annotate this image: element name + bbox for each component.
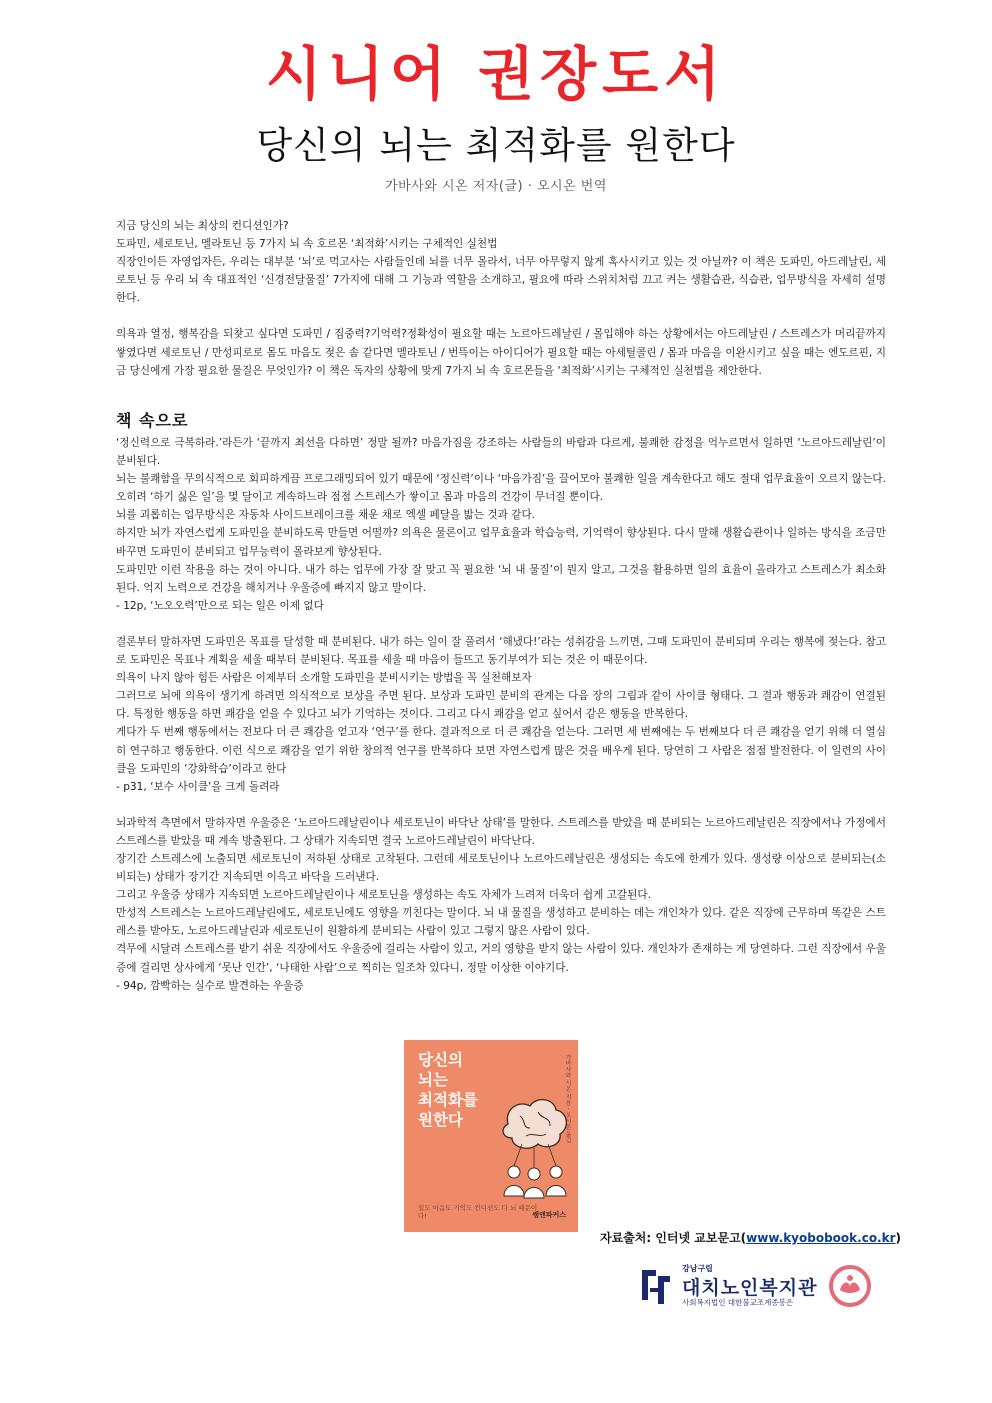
logo-subtext: 사회복지법인 대한불교조계종봉은: [682, 1298, 794, 1307]
paragraph: 뇌를 괴롭히는 업무방식은 자동차 사이드브레이크를 채운 채로 엑셀 페달을 밟는 것과 같다.: [116, 509, 536, 522]
source-credit: 자료출처: 인터넷 교보문고(www.kyobobook.co.kr): [600, 1231, 902, 1245]
excerpt-section: [116, 410, 886, 995]
book-cover-image: [404, 1040, 578, 1232]
paragraph: 의욕이 나지 않아 힘든 사람은 이제부터 소개할 도파민을 분비시키는 방법을 꼭 실천해보자: [116, 672, 532, 685]
paragraph: 결론부터 말하자면 도파민은 목표를 달성할 때 분비된다. 내가 하는 일이 잘 풀려서 ‘해냈다!’라는 성취감을 느끼면, 그때 도파민이 분비되며 우리는 행복에 젖는다. 참고로 도파민은 목표나 계획을 세울 때부터 분비된다. 목표를 세울 때 마음이 들뜨고 동기부여가 되는 것은 이 때문이다.: [116, 635, 886, 667]
book-title: 당신의 뇌는 최적화를 원한다: [256, 124, 736, 167]
paragraph: 도파민, 세로토닌, 멜라토닌 등 7가지 뇌 속 호르몬 ‘최적화’시키는 구체적인 실천법: [116, 238, 498, 251]
paragraph: 격무에 시달려 스트레스를 받기 쉬운 직장에서도 우울증에 걸리는 사람이 있고, 거의 영향을 받지 않는 사람이 있다. 개인차가 존재하는 게 당연하다. 그런 직장에서 우울증에 걸리면 상사에게 ‘못난 인간’, ‘나태한 사람’으로 찍히는 일조차 있다니, 정말 이상한 이야기다.: [116, 943, 886, 974]
paragraph: 지금 당신의 뇌는 최상의 컨디션인가?: [116, 220, 289, 232]
paragraph: 만성적 스트레스는 노르아드레날린에도, 세로토닌에도 영향을 끼친다는 말이다. 뇌 내 물질을 생성하고 분비하는 데는 개인차가 있다. 같은 직장에 근무하며 똑같은 스트레스를 받아도, 노르아드레날린과 세로토닌이 원활하게 분비되는 사람이 있고 그렇지 않은 사람이 있다.: [116, 907, 886, 938]
cover-side-text: 가바사와 시온 지음 · 오시온 옮김: [564, 1054, 571, 1144]
paragraph: - p31, ‘보수 사이클’을 크게 돌려라: [116, 780, 280, 793]
paragraph: ‘정신력으로 극복하라.’라든가 ‘끝까지 최선을 다하면’ 정말 될까? 마음가짐을 강조하는 사람들의 바람과 다르게, 불쾌한 감정을 억누르면서 일하면 ‘노르아드레날린’이 분비된다.: [116, 437, 886, 468]
paragraph: 장기간 스트레스에 노출되면 세로토닌이 저하된 상태로 고착된다. 그런데 세로토닌이나 노르아드레날린은 생성되는 속도에 한계가 있다. 생성량 이상으로 분비되는(소비되는) 상태가 장기간 지속되면 이윽고 바닥을 드러낸다.: [116, 852, 886, 884]
cover-publisher: 쌤앤파커스: [532, 1211, 566, 1219]
source-link[interactable]: www.kyobobook.co.kr: [746, 1231, 896, 1245]
logo-mark-icon: [636, 1266, 678, 1308]
paragraph: 하지만 뇌가 자연스럽게 도파민을 분비하도록 만들면 어떨까? 의욕은 물론이고 업무효율과 학습능력, 기억력이 향상된다. 다시 말해 생활습관이나 일하는 방식을 조금만 바꾸면 도파민이 분비되고 업무능력이 몰라보게 향상된다.: [116, 527, 886, 558]
cover-subtitle: 일도 마음도 기억도 컨디션도 다 뇌 때문이다!: [418, 1204, 538, 1220]
intro-section: [116, 217, 886, 380]
book-author: 가바사와 시온 저자(글) · 오시온 번역: [385, 179, 607, 194]
paragraph: 직장인이든 자영업자든, 우리는 대부분 ‘뇌’로 먹고사는 사람들인데 뇌를 너무 몰라서, 너무 아무렇지 않게 혹사시키고 있는 것 아닐까? 이 책은 도파민, 아드레날린, 세로토닌 등 우리 뇌 속 대표적인 ‘신경전달물질’ 7가지에 대해 그 기능과 역할을 소개하고, 필요에 따라 스위치처럼 끄고 켜는 생활습관, 식습관, 업무방식을 자세히 설명한다.: [116, 256, 886, 305]
section-heading: 책 속으로: [116, 411, 189, 430]
logo-small-text: 강남구립: [682, 1264, 713, 1273]
paragraph: 그러므로 뇌에 의욕이 생기게 하려면 의식적으로 보상을 주면 된다. 보상과 도파민 분비의 관계는 다음 장의 그림과 같이 사이클 형태다. 그 결과 행동과 쾌감이 연결된다. 특정한 행동을 하면 쾌감을 얻을 수 있다고 뇌가 기억하는 것이다. 그리고 다시 쾌감을 얻고 싶어서 같은 행동을 반복한다.: [116, 690, 886, 721]
paragraph: - 12p, ‘노오오력’만으로 되는 일은 이제 없다: [116, 599, 324, 612]
paragraph-spacer: [116, 615, 886, 633]
cover-title: 당신의 뇌는 최적화를 원한다: [418, 1051, 478, 1129]
paragraph-spacer: [116, 796, 886, 814]
paragraph: 게다가 두 번째 행동에서는 전보다 더 큰 쾌감을 얻고자 ‘연구’를 한다. 결과적으로 더 큰 쾌감을 얻는다. 그러면 세 번째에는 두 번째보다 더 큰 쾌감을 얻기 위해 더 열심히 연구하고 행동한다. 이런 식으로 쾌감을 얻기 위한 창의적 연구를 반복하다 보면 자연스럽게 많은 것을 배우게 된다. 당연히 그 사람은 점점 발전한다. 이 일련의 사이클을 도파민의 ‘강화학습’이라고 한다: [116, 726, 886, 775]
paragraph: - 94p, 깜빡하는 실수로 발견하는 우울증: [116, 979, 304, 992]
paragraph-spacer: [116, 307, 886, 325]
lotus-emblem-icon: [828, 1264, 872, 1308]
page-label: 시니어 권장도서: [265, 40, 727, 108]
organization-logo: [636, 1262, 876, 1312]
excerpt-body: [116, 434, 886, 995]
paragraph: 도파민만 이런 작용을 하는 것이 아니다. 내가 하는 업무에 가장 잘 맞고 꼭 필요한 ‘뇌 내 물질’이 뭔지 알고, 그것을 활용하면 일의 효율이 올라가고 스트레스가 최소화된다. 억지 노력으로 건강을 해치거나 우울증에 빠지지 않고 말이다.: [116, 563, 886, 594]
paragraph: 그리고 우울증 상태가 지속되면 노르아드레날린이나 세로토닌을 생성하는 속도 자체가 느려져 더욱더 쉽게 고갈된다.: [116, 889, 651, 902]
paragraph: 의욕과 열정, 행복감을 되찾고 싶다면 도파민 / 집중력?기억력?정확성이 필요할 때는 노르아드레날린 / 몰입해야 하는 상황에서는 아드레날린 / 스트레스가 머리끝까지 쌓였다면 세로토닌 / 만성피로로 몸도 마음도 젖은 솜 같다면 멜라토닌 / 번뜩이는 아이디어가 필요할 때는 아세틸콜린 / 몸과 마음을 이완시키고 싶을 때는 엔도르핀, 지금 당신에게 가장 필요한 물질은 무엇인가? 이 책은 독자의 상황에 맞게 7가지 뇌 속 호르몬들을 ‘최적화’시키는 구체적인 실천법을 제안한다.: [116, 328, 887, 377]
paragraph: 뇌과학적 측면에서 말하자면 우울증은 ‘노르아드레날린이나 세로토닌이 바닥난 상태’를 말한다. 스트레스를 받았을 때 분비되는 노르아드레날린은 직장에서나 가정에서 스트레스를 받았을 때 계속 방출된다. 그 상태가 지속되면 결국 노르아드레날린이 바닥난다.: [116, 816, 886, 847]
logo-name: 대치노인복지관: [682, 1277, 818, 1299]
paragraph: 뇌는 불쾌함을 무의식적으로 회피하게끔 프로그래밍되어 있기 때문에 ‘정신력’이나 ‘마음가짐’을 끌어모아 불쾌한 일을 계속한다고 해도 절대 업무효율이 오르지 않는다. 오히려 ‘하기 싫은 일’을 몇 달이고 계속하느라 점점 스트레스가 쌓이고 몸과 마음의 건강이 무너질 뿐이다.: [116, 473, 886, 504]
